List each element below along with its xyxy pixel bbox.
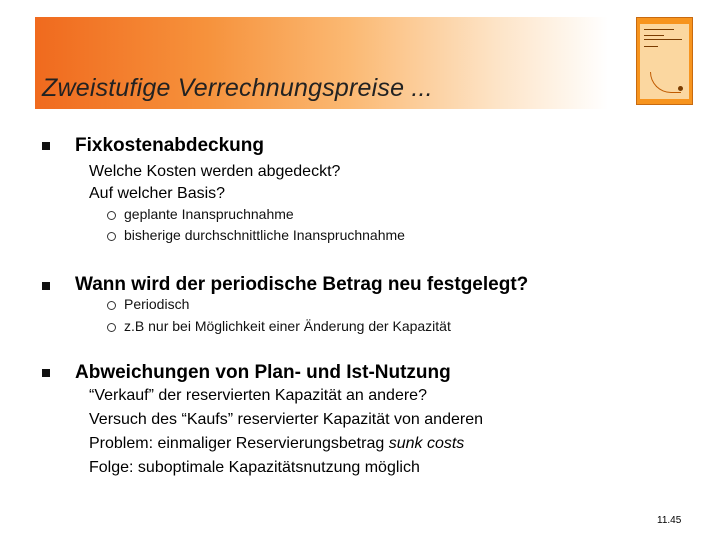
page-number: 11.45: [657, 515, 682, 526]
sub-item: z.B nur bei Möglichkeit einer Änderung der Kapazität: [124, 318, 451, 334]
square-bullet-icon: [42, 369, 50, 377]
problem-italic: sunk costs: [388, 435, 465, 452]
question-line: Versuch des “Kaufs” reservierter Kapazität von anderen: [89, 411, 483, 428]
book-cover-inner: [640, 24, 689, 99]
sub-item: Periodisch: [124, 296, 190, 312]
sub-item: bisherige durchschnittliche Inanspruchnahme: [124, 227, 405, 243]
slide-title: Zweistufige Verrechnungspreise ...: [42, 74, 433, 102]
circle-bullet-icon: [107, 323, 116, 332]
section-heading-fixkosten: Fixkostenabdeckung: [75, 135, 264, 156]
square-bullet-icon: [42, 142, 50, 150]
circle-bullet-icon: [107, 232, 116, 241]
problem-prefix: Problem: einmaliger Reservierungsbetrag: [89, 435, 389, 452]
problem-line: [89, 435, 464, 453]
section-heading-abweichungen: Abweichungen von Plan- und Ist-Nutzung: [75, 362, 451, 383]
sub-item: geplante Inanspruchnahme: [124, 206, 294, 222]
square-bullet-icon: [42, 282, 50, 290]
book-cover-image: [636, 17, 693, 105]
conclusion-line: Folge: suboptimale Kapazitätsnutzung möglich: [89, 459, 420, 476]
section-heading-periodisch: Wann wird der periodische Betrag neu festgelegt?: [75, 274, 529, 295]
question-line: “Verkauf” der reservierten Kapazität an andere?: [89, 387, 427, 404]
circle-bullet-icon: [107, 211, 116, 220]
question-line: Auf welcher Basis?: [89, 185, 226, 202]
question-line: Welche Kosten werden abgedeckt?: [89, 163, 341, 180]
circle-bullet-icon: [107, 301, 116, 310]
